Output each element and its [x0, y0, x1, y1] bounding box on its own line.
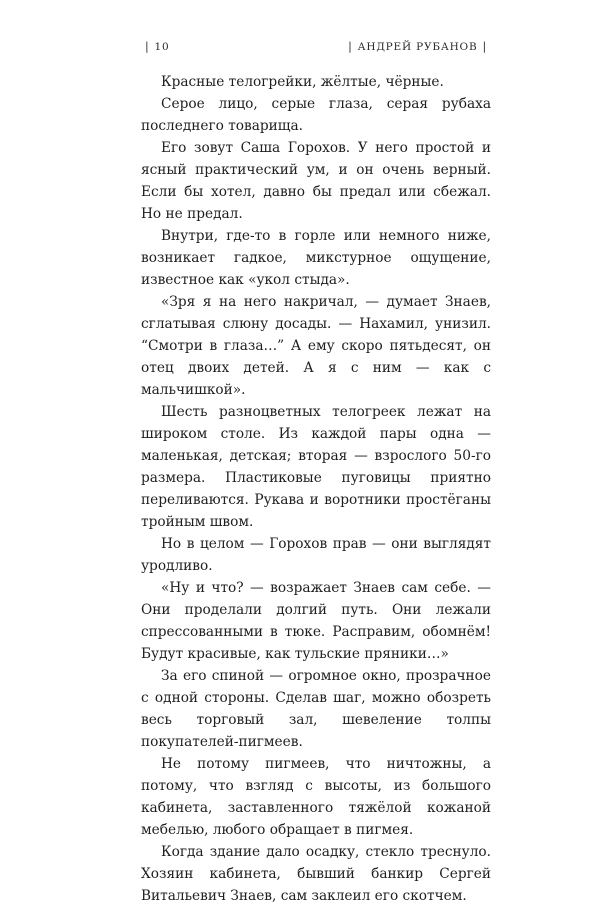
- paragraph: Но в целом — Горохов прав — они выглядят уродливо.: [141, 536, 491, 574]
- body-text: [141, 71, 491, 907]
- paragraph: Его зовут Саша Горохов. У него простой и ясный практический ум, и он очень верный. Если бы хотел, давно бы предал или сбежал. Но не предал.: [141, 140, 491, 222]
- paragraph: «Ну и что? — возражает Знаев сам себе. — Они проделали долгий путь. Они лежали спрессованными в тюке. Расправим, обомнём! Будут красивые, как тульские пряники…»: [141, 580, 491, 662]
- running-header: [140, 40, 492, 58]
- author-name: АНДРЕЙ РУБАНОВ: [357, 41, 478, 53]
- paragraph: Серое лицо, серые глаза, серая рубаха последнего товарища.: [141, 96, 491, 134]
- paragraph: Шесть разноцветных телогреек лежат на широком столе. Из каждой пары одна — маленькая, детская; вторая — взрослого 50-го размера. Пластиковые пуговицы приятно переливаются. Рукава и воротники простёганы тройным швом.: [141, 404, 491, 530]
- paragraph: За его спиной — огромное окно, прозрачное с одной стороны. Сделав шаг, можно обозреть весь торговый зал, шевеление толпы покупателей-пигмеев.: [141, 668, 491, 750]
- separator-bar: |: [145, 40, 150, 53]
- separator-bar: |: [482, 40, 487, 53]
- paragraph: Красные телогрейки, жёлтые, чёрные.: [161, 74, 444, 90]
- paragraph: Внутри, где-то в горле или немного ниже, возникает гадкое, микстурное ощущение, известное как «укол стыда».: [141, 228, 491, 288]
- paragraph: Не потому пигмеев, что ничтожны, а потому, что взгляд с высоты, из большого кабинета, заставленного тяжёлой кожаной мебелью, любого обращает в пигмея.: [141, 756, 491, 838]
- page-number: 10: [154, 41, 170, 53]
- header-right: [343, 40, 492, 53]
- header-left: [140, 40, 169, 53]
- separator-bar: |: [348, 40, 353, 53]
- paragraph: «Зря я на него накричал, — думает Знаев, сглатывая слюну досады. — Нахамил, унизил. “Смотри в глаза…” А ему скоро пятьдесят, он отец двоих детей. А я с ним — как с мальчишкой».: [141, 294, 491, 398]
- paragraph: Когда здание дало осадку, стекло треснуло. Хозяин кабинета, бывший банкир Сергей Витальевич Знаев, сам заклеил его скотчем.: [141, 844, 491, 904]
